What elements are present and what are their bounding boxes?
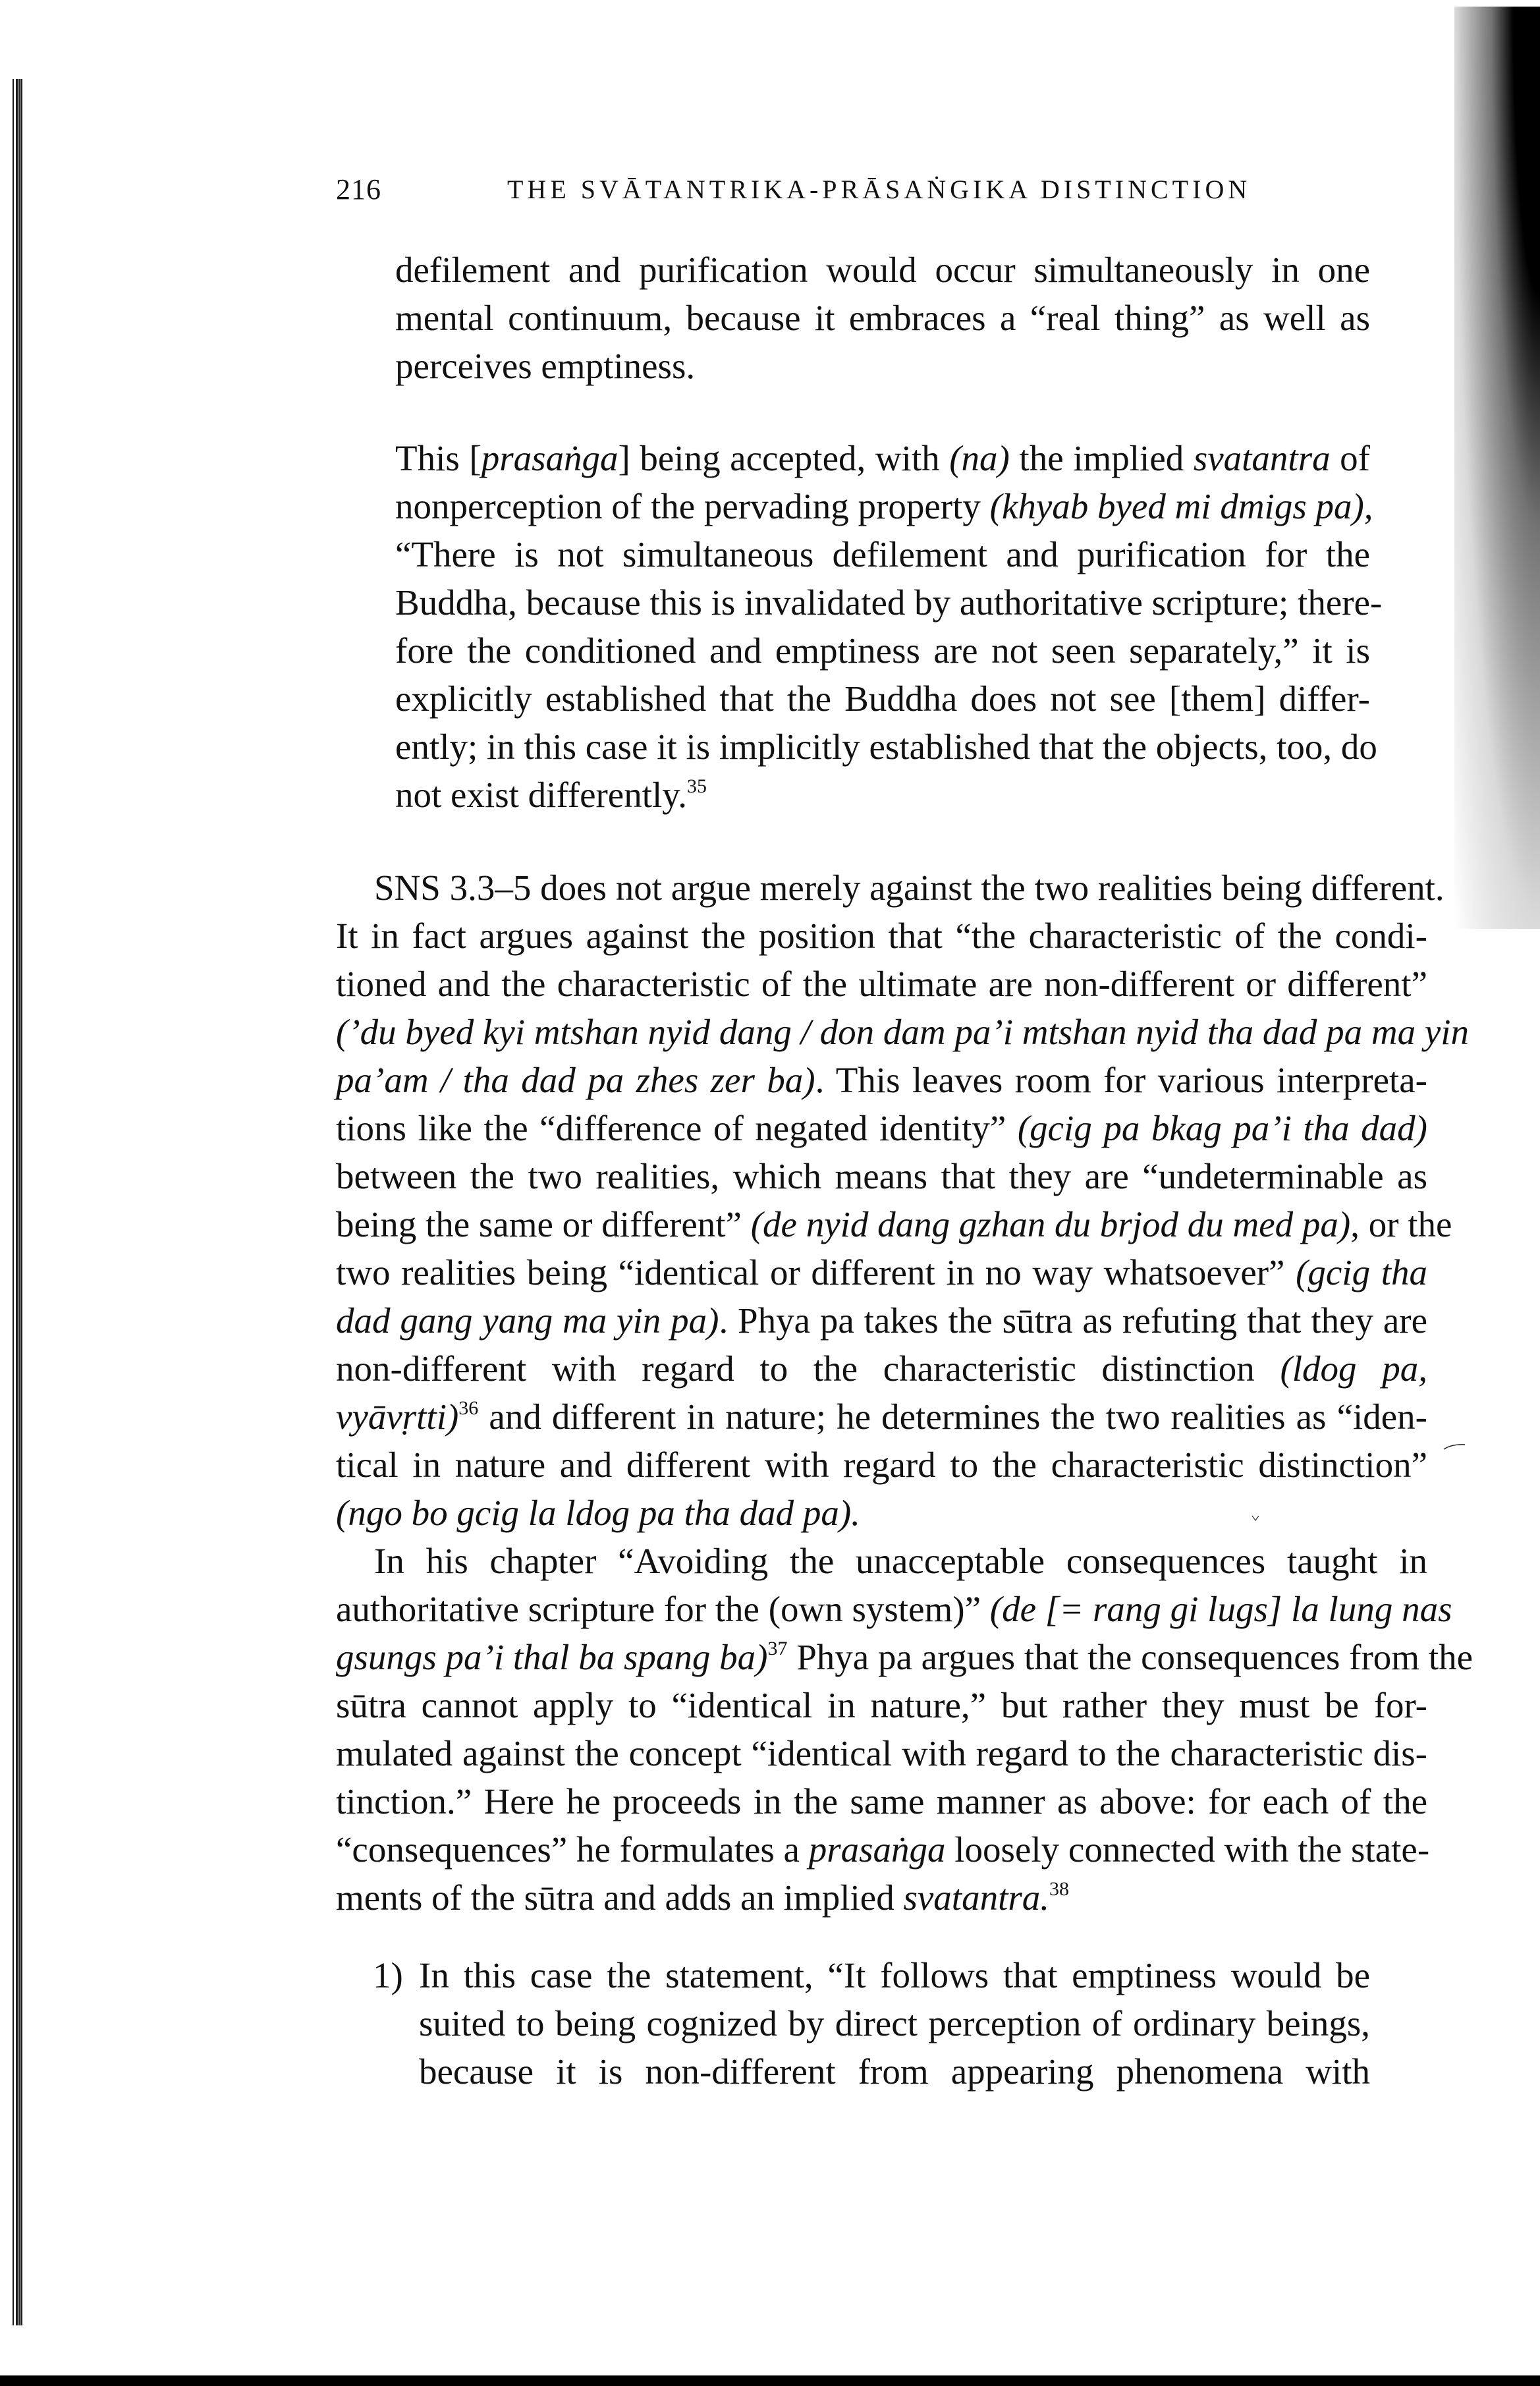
text-run: suited to being cognized by direct perception of ordinary beings,: [419, 2003, 1370, 2043]
footnote-ref: 36: [458, 1397, 479, 1419]
text-run: fore the conditioned and emptiness are not seen separately,” it is: [395, 630, 1370, 671]
page-edge-shadow: [1454, 7, 1540, 929]
text-line: [336, 1585, 1452, 1633]
text-line: [336, 1104, 1427, 1152]
text-run: “consequences” he formulates a: [336, 1829, 809, 1870]
text-line: [336, 1729, 1427, 1777]
text-line: [336, 1825, 1430, 1873]
text-line: [336, 1489, 1427, 1537]
text-run: SNS 3.3–5 does not argue merely against the two realities being different.: [374, 868, 1444, 908]
italic-term: (de nyid dang gzhan du brjod du med pa): [750, 1204, 1351, 1244]
text-run: loosely connected with the state-: [945, 1829, 1430, 1870]
text-line: [336, 1152, 1427, 1200]
text-run: tical in nature and different with regard to the characteristic distinction”: [336, 1445, 1427, 1485]
text-line: [336, 912, 1427, 960]
italic-term: (’du byed kyi mtshan nyid dang / don dam pa’i mtshan nyid tha dad pa ma yin: [336, 1012, 1470, 1052]
binding-line: [13, 79, 14, 2325]
text-run: In this case the statement, “It follows that emptiness would be: [419, 1955, 1370, 1995]
text-run: because it is non-different from appearing phenomena with: [419, 2051, 1370, 2092]
text-line: [395, 342, 1370, 390]
text-run: It in fact argues against the position that “the characteristic of the condi-: [336, 916, 1427, 956]
text-run: mental continuum, because it embraces a “real thing” as well as: [395, 298, 1370, 338]
page-number: 216: [336, 173, 381, 206]
text-run: tions like the “difference of negated identity”: [336, 1108, 1018, 1148]
scan-bottom-bar: [0, 2375, 1540, 2386]
footnote-ref: 38: [1049, 1878, 1070, 1900]
text-run: Buddha, because this is invalidated by authoritative scripture; there-: [395, 582, 1383, 623]
text-run: “There is not simultaneous defilement and purification for the: [395, 534, 1370, 574]
text-line: [336, 1200, 1452, 1248]
italic-term: (khyab byed mi dmigs pa),: [989, 486, 1373, 526]
text-run: and different in nature; he determines the two realities as “iden-: [478, 1397, 1427, 1437]
text-run: tinction.” Here he proceeds in the same manner as above: for each of the: [336, 1781, 1427, 1821]
italic-term: (ngo bo gcig la ldog pa tha dad pa).: [336, 1493, 860, 1533]
text-run: nonperception of the pervading property: [395, 486, 990, 526]
margin-mark: [1443, 1443, 1469, 1452]
margin-mark: [1251, 1515, 1259, 1522]
text-line: [336, 1873, 1427, 1922]
text-run: of: [1330, 438, 1370, 478]
text-run: perceives emptiness.: [395, 346, 696, 386]
italic-term: pa’am / tha dad pa zhes zer ba): [336, 1060, 815, 1100]
text-run: . This leaves room for various interpreta-: [815, 1060, 1427, 1100]
italic-term: dad gang yang ma yin pa): [336, 1300, 719, 1341]
text-line: [374, 864, 1444, 912]
italic-term: (gcig pa bkag pa’i tha dad): [1017, 1108, 1427, 1148]
text-run: defilement and purification would occur simultaneously in one: [395, 250, 1370, 290]
text-line: [395, 626, 1370, 675]
text-line: [395, 246, 1370, 294]
italic-term: (de [= rang gi lugs] la lung nas: [989, 1589, 1452, 1629]
text-run: tioned and the characteristic of the ultimate are non-different or different”: [336, 964, 1427, 1004]
text-line: [419, 1999, 1370, 2047]
text-line: [395, 482, 1373, 530]
text-run: , or the: [1350, 1204, 1452, 1244]
italic-term: svatantra.: [903, 1877, 1050, 1918]
text-run: ] being accepted, with: [618, 438, 950, 478]
text-line: [336, 1681, 1427, 1729]
italic-term: prasaṅga: [481, 438, 619, 478]
text-line: [419, 2047, 1370, 2095]
text-line: [395, 578, 1383, 626]
text-run: non-different with regard to the characteristic distinction: [336, 1348, 1280, 1389]
text-line: [336, 1393, 1427, 1441]
text-line: [336, 1248, 1427, 1296]
text-run: authoritative scripture for the (own system)”: [336, 1589, 990, 1629]
binding-line: [18, 79, 20, 2325]
italic-term: svatantra: [1193, 438, 1331, 478]
text-run: In his chapter “Avoiding the unacceptable consequences taught in: [374, 1541, 1427, 1581]
text-line: [336, 1296, 1427, 1345]
italic-term: prasaṅga: [808, 1829, 946, 1870]
italic-term: vyāvṛtti): [336, 1397, 459, 1437]
text-line: [395, 294, 1370, 342]
running-title: THE SVĀTANTRIKA-PRĀSAṄGIKA DISTINCTION: [507, 175, 1251, 204]
text-run: Phya pa argues that the consequences from the: [787, 1637, 1473, 1677]
text-run: mulated against the concept “identical with regard to the characteristic dis-: [336, 1733, 1427, 1773]
text-line: [336, 1633, 1473, 1681]
text-line: [336, 1777, 1427, 1825]
text-run: not exist differently.: [395, 775, 687, 815]
italic-term: (na): [949, 438, 1010, 478]
text-run: ments of the sūtra and adds an implied: [336, 1877, 904, 1918]
text-run: ently; in this case it is implicitly established that the objects, too, do: [395, 727, 1377, 767]
text-run: sūtra cannot apply to “identical in nature,” but rather they must be for-: [336, 1685, 1427, 1725]
footnote-ref: 35: [686, 775, 707, 797]
text-line: [336, 1056, 1427, 1104]
text-line: [395, 723, 1377, 771]
text-line: [336, 1441, 1427, 1489]
text-run: the implied: [1009, 438, 1194, 478]
text-line: [395, 434, 1370, 482]
text-line: [374, 1537, 1427, 1585]
text-run: This [: [395, 438, 481, 478]
italic-term: (ldog pa,: [1280, 1348, 1427, 1389]
text-line: [395, 771, 1370, 819]
text-line: [419, 1951, 1370, 1999]
text-run: . Phya pa takes the sūtra as refuting that they are: [719, 1300, 1428, 1341]
italic-term: (gcig tha: [1296, 1252, 1427, 1292]
italic-term: gsungs pa’i thal ba spang ba): [336, 1637, 768, 1677]
list-item-number: 1): [373, 1955, 403, 1995]
text-line: [395, 675, 1370, 723]
text-run: being the same or different”: [336, 1204, 751, 1244]
text-line: [395, 530, 1370, 578]
binding-line: [17, 79, 18, 2325]
text-line: [336, 960, 1427, 1008]
text-run: between the two realities, which means that they are “undeterminable as: [336, 1156, 1427, 1196]
text-line: [336, 1345, 1427, 1393]
text-run: two realities being “identical or different in no way whatsoever”: [336, 1252, 1296, 1292]
text-line: [336, 1008, 1470, 1056]
footnote-ref: 37: [767, 1638, 788, 1659]
text-run: explicitly established that the Buddha does not see [them] differ-: [395, 679, 1370, 719]
